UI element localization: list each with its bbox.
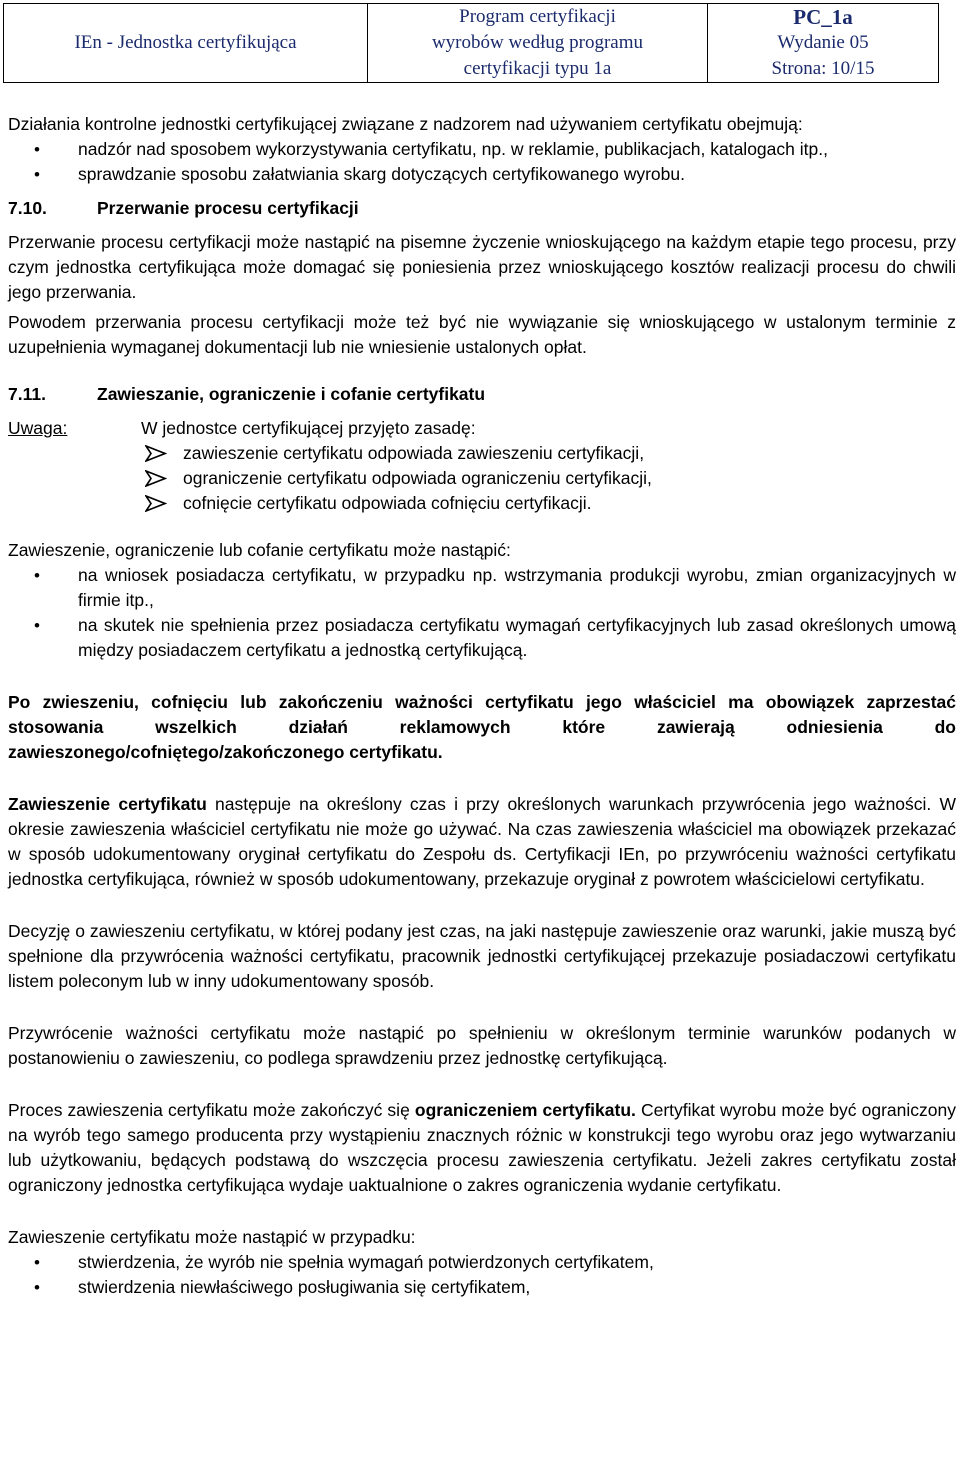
header-program-line-2: wyrobów według programu <box>431 32 644 53</box>
section-number: 7.10. <box>8 198 47 218</box>
rules-list <box>141 441 956 516</box>
section-title: Zawieszanie, ograniczenie i cofanie certyfikatu <box>97 384 486 404</box>
list-item: • sprawdzanie sposobu załatwiania skarg dotyczących certyfikowanego wyrobu. <box>8 162 956 187</box>
arrow-bullet-icon <box>145 470 167 487</box>
intro-paragraph: Działania kontrolne jednostki certyfikującej związane z nadzorem nad używaniem certyfikatu obejmują: <box>8 114 803 134</box>
cases-list <box>8 1250 956 1300</box>
list-item: cofnięcie certyfikatu odpowiada cofnięciu certyfikacji. <box>141 491 956 516</box>
header-organization-cell <box>4 4 368 82</box>
note-text: W jednostce certyfikującej przyjęto zasadę: <box>141 418 476 438</box>
paragraph: Zawieszenie, ograniczenie lub cofanie certyfikatu może nastąpić: <box>8 540 511 560</box>
section-title: Przerwanie procesu certyfikacji <box>97 198 359 218</box>
when-list <box>8 563 956 663</box>
header-meta-cell <box>708 4 938 82</box>
page-header-table <box>3 3 939 83</box>
note-block <box>8 416 956 516</box>
list-item: • stwierdzenia, że wyrób nie spełnia wymagań potwierdzonych certyfikatem, <box>8 1250 956 1275</box>
header-program-line-1: Program certyfikacji <box>459 6 616 27</box>
decision-paragraph: Decyzję o zawieszeniu certyfikatu, w której podany jest czas, na jaki następuje zawieszenie oraz warunki, jakie muszą być spełnione dla przywrócenia ważności certyfikatu, pracownik jednostki certyfikującej przekazuje posiadaczowi certyfikatu listem poleconym lub w inny udokumentowany sposób. <box>8 921 956 991</box>
section-number: 7.11. <box>8 384 46 404</box>
document-body <box>8 112 956 1300</box>
paragraph: Przerwanie procesu certyfikacji może nastąpić na pisemne życzenie wnioskującego na każdym etapie tego procesu, przy czym jednostka certyfikująca może domagać się poniesienia przez wnioskującego kosztów realizacji procesu do chwili jego przerwania. <box>8 232 956 302</box>
page-number: Strona: 10/15 <box>771 58 875 79</box>
limitation-paragraph: Proces zawieszenia certyfikatu może zakończyć się ograniczeniem certyfikatu. Certyfikat wyrobu może być ograniczony na wyrób tego samego producenta przy wystąpieniu znacznych różnic w konstrukcji tego wyrobu oraz jego wytwarzaniu lub użytkowaniu, będących podstawą do wszczęcia procesu zawieszenia certyfikatu. Jeżeli zakres certyfikatu został ograniczony jednostka certyfikująca wydaje uaktualnione o zakres ograniczenia wydanie certyfikatu. <box>8 1100 956 1195</box>
list-item: ograniczenie certyfikatu odpowiada ograniczeniu certyfikacji, <box>141 466 956 491</box>
section-heading-7-10 <box>8 196 956 221</box>
header-organization: IEn - Jednostka certyfikująca <box>74 32 297 53</box>
list-item: • na wniosek posiadacza certyfikatu, w przypadku np. wstrzymania produkcji wyrobu, zmian organizacyjnych w firmie itp., <box>8 563 956 613</box>
header-program-cell <box>368 4 708 82</box>
intro-list <box>8 137 956 187</box>
list-item: • stwierdzenia niewłaściwego posługiwania się certyfikatem, <box>8 1275 956 1300</box>
arrow-bullet-icon <box>145 495 167 512</box>
edition-number: Wydanie 05 <box>777 32 869 53</box>
section-heading-7-11 <box>8 382 956 407</box>
header-program-line-3: certyfikacji typu 1a <box>463 58 612 79</box>
document-code: PC_1a <box>793 5 853 29</box>
list-item: zawieszenie certyfikatu odpowiada zawieszeniu certyfikacji, <box>141 441 956 466</box>
list-item: • na skutek nie spełnienia przez posiadacza certyfikatu wymagań certyfikacyjnych lub zasad określonych umową między posiadaczem certyfikatu a jednostką certyfikującą. <box>8 613 956 663</box>
note-label: Uwaga: <box>8 418 68 438</box>
bold-paragraph: Po zwieszeniu, cofnięciu lub zakończeniu ważności certyfikatu jego właściciel ma obowiązek zaprzestać stosowania wszelkich działań reklamowych które zawierają odniesienia do zawieszonego/cofniętego/zakończonego certyfikatu. <box>8 692 956 762</box>
paragraph: Powodem przerwania procesu certyfikacji może też być nie wywiązanie się wnioskującego w ustalonym terminie z uzupełnienia wymaganej dokumentacji lub nie wniesienie ustalonych opłat. <box>8 312 956 357</box>
list-item: • nadzór nad sposobem wykorzystywania certyfikatu, np. w reklamie, publikacjach, katalogach itp., <box>8 137 956 162</box>
restore-paragraph: Przywrócenie ważności certyfikatu może nastąpić po spełnieniu w określonym terminie warunków podanych w postanowieniu o zawieszeniu, co podlega sprawdzeniu przez jednostkę certyfikującą. <box>8 1023 956 1068</box>
arrow-bullet-icon <box>145 445 167 462</box>
suspension-paragraph: Zawieszenie certyfikatu następuje na określony czas i przy określonych warunkach przywrócenia jego ważności. W okresie zawieszenia właściciel certyfikatu nie może go używać. Na czas zawieszenia właściciel ma obowiązek przekazać w sposób udokumentowany oryginał certyfikatu do Zespołu ds. Certyfikacji IEn, po przywróceniu ważności certyfikatu jednostka certyfikująca, również w sposób udokumentowany, przekazuje oryginał z powrotem właścicielowi certyfikatu. <box>8 794 957 889</box>
paragraph: Zawieszenie certyfikatu może nastąpić w przypadku: <box>8 1227 416 1247</box>
